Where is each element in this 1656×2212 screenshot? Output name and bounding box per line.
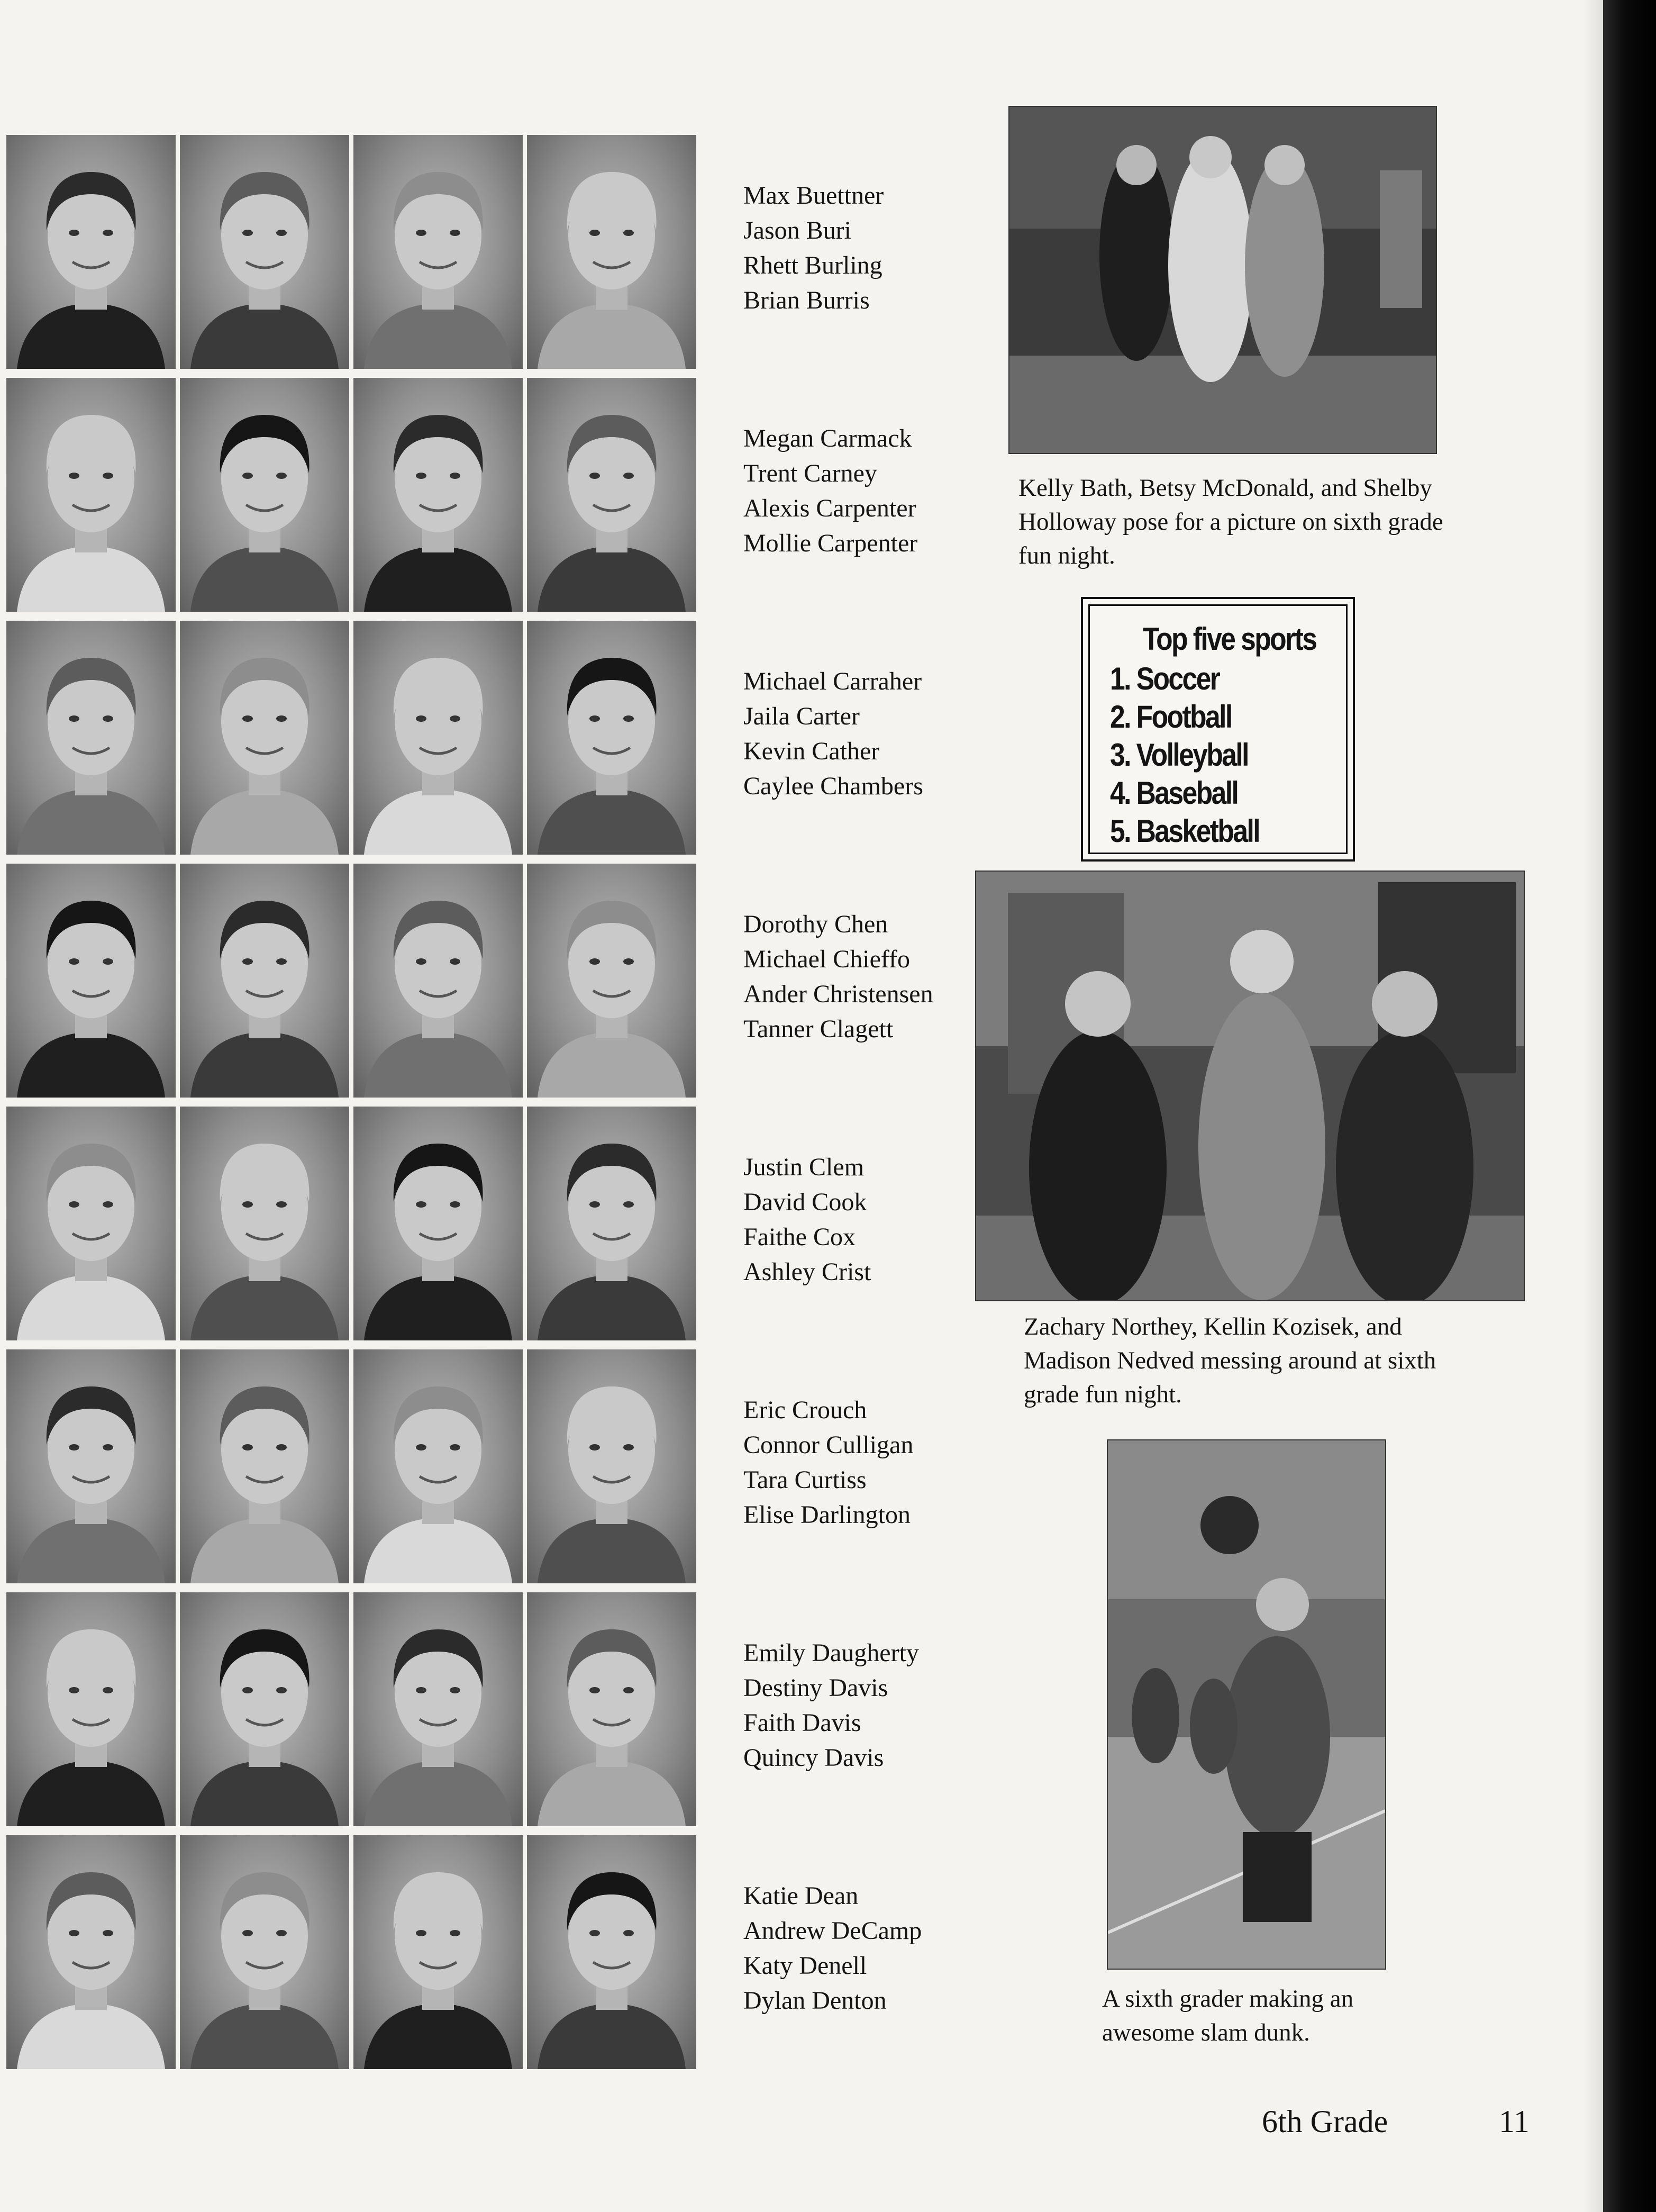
- top-sports-item: 2. Football: [1110, 699, 1232, 735]
- student-portrait: [180, 1835, 349, 2069]
- portrait-image: [180, 1592, 349, 1826]
- top-sports-box: [1081, 597, 1355, 862]
- portrait-image: [180, 378, 349, 612]
- student-portrait: [527, 621, 696, 855]
- portrait-image: [353, 135, 523, 369]
- portrait-image: [353, 621, 523, 855]
- photo-fun-night-girls: [1008, 106, 1437, 454]
- student-name: Justin Clem: [743, 1153, 865, 1181]
- student-name: Faithe Cox: [743, 1223, 856, 1251]
- student-name: Rhett Burling: [743, 251, 882, 279]
- student-portrait: [527, 864, 696, 1098]
- portrait-image: [527, 135, 696, 369]
- name-list-row: [743, 1393, 913, 1533]
- student-name: Tara Curtiss: [743, 1466, 867, 1494]
- student-portrait: [6, 135, 176, 369]
- portrait-image: [353, 1592, 523, 1826]
- student-name: Jason Buri: [743, 216, 851, 244]
- top-sports-item: 4. Baseball: [1110, 775, 1238, 811]
- portrait-image: [6, 1835, 176, 2069]
- name-list-row: [743, 1879, 922, 2018]
- student-portrait: [527, 1835, 696, 2069]
- student-name: Dorothy Chen: [743, 910, 888, 938]
- student-name: Brian Burris: [743, 286, 870, 314]
- student-portrait: [6, 1592, 176, 1826]
- name-list-row: [743, 178, 884, 318]
- caption-slam-dunk: A sixth grader making an awesome slam dunk.: [1102, 1985, 1354, 2046]
- student-portrait: [180, 1107, 349, 1340]
- footer-section-label: 6th Grade: [1262, 2104, 1388, 2139]
- student-name: Alexis Carpenter: [743, 494, 916, 522]
- binding-spine: [1603, 0, 1656, 2212]
- photo-fun-night-trio: [975, 871, 1525, 1301]
- name-list-row: [743, 421, 917, 561]
- student-name: Max Buettner: [743, 182, 884, 210]
- student-name: Ashley Crist: [743, 1258, 871, 1286]
- top-sports-item: 1. Soccer: [1110, 661, 1220, 696]
- student-portrait: [527, 1592, 696, 1826]
- student-name: Kevin Cather: [743, 737, 880, 765]
- portrait-image: [353, 378, 523, 612]
- student-name: Connor Culligan: [743, 1431, 914, 1459]
- portrait-image: [6, 135, 176, 369]
- student-portrait: [180, 378, 349, 612]
- student-name: Katy Denell: [743, 1952, 867, 1980]
- student-portrait: [6, 378, 176, 612]
- portrait-image: [180, 864, 349, 1098]
- portrait-image: [180, 1349, 349, 1583]
- student-portrait: [180, 1349, 349, 1583]
- portrait-image: [6, 621, 176, 855]
- student-name: Jaila Carter: [743, 702, 860, 730]
- caption-fun-night-trio: Zachary Northey, Kellin Kozisek, and Madison Nedved messing around at sixth grade fun night.: [1024, 1313, 1436, 1408]
- page-edge-shadow: [1582, 0, 1603, 2212]
- top-sports-item: 5. Basketball: [1110, 813, 1259, 849]
- name-list-row: [743, 907, 933, 1047]
- student-name: Emily Daugherty: [743, 1639, 919, 1667]
- student-name: Ander Christensen: [743, 980, 933, 1008]
- student-name: Megan Carmack: [743, 424, 912, 452]
- portrait-image: [180, 621, 349, 855]
- student-name: Mollie Carpenter: [743, 529, 918, 557]
- student-name: Andrew DeCamp: [743, 1917, 922, 1945]
- portrait-image: [527, 378, 696, 612]
- portrait-image: [527, 864, 696, 1098]
- portrait-image: [180, 1107, 349, 1340]
- portrait-image: [6, 1107, 176, 1340]
- student-portrait: [353, 1592, 523, 1826]
- student-name: Michael Carraher: [743, 667, 922, 695]
- portrait-image: [180, 1835, 349, 2069]
- portrait-image: [6, 1349, 176, 1583]
- student-portrait: [353, 1107, 523, 1340]
- portrait-image: [180, 135, 349, 369]
- top-sports-title: Top five sports: [1143, 621, 1316, 657]
- student-name: Destiny Davis: [743, 1674, 888, 1702]
- portrait-image: [6, 864, 176, 1098]
- name-list-row: [743, 1636, 919, 1775]
- student-portrait: [180, 1592, 349, 1826]
- student-portrait: [6, 864, 176, 1098]
- student-name: Tanner Clagett: [743, 1015, 894, 1043]
- portrait-image: [353, 1107, 523, 1340]
- student-portrait: [180, 621, 349, 855]
- student-portrait: [527, 135, 696, 369]
- portrait-image: [6, 1592, 176, 1826]
- student-portrait: [527, 1107, 696, 1340]
- portrait-image: [527, 1835, 696, 2069]
- name-list-row: [743, 664, 923, 804]
- portrait-image: [527, 1107, 696, 1340]
- student-name: Trent Carney: [743, 459, 877, 487]
- student-name: Faith Davis: [743, 1709, 861, 1737]
- student-portrait: [180, 135, 349, 369]
- portrait-image: [527, 621, 696, 855]
- student-portrait: [353, 378, 523, 612]
- name-list-row: [743, 1150, 871, 1290]
- caption-fun-night-girls: Kelly Bath, Betsy McDonald, and Shelby Holloway pose for a picture on sixth grade fun night.: [1018, 474, 1443, 569]
- photo-slam-dunk: [1107, 1439, 1386, 1970]
- top-sports-list: [1110, 660, 1346, 850]
- portrait-image: [527, 1592, 696, 1826]
- photo-fun-night-trio-image: [976, 872, 1524, 1300]
- student-name: Elise Darlington: [743, 1501, 911, 1529]
- student-portrait: [353, 1349, 523, 1583]
- student-portrait: [6, 621, 176, 855]
- student-portrait: [6, 1835, 176, 2069]
- student-name: Quincy Davis: [743, 1744, 884, 1772]
- portrait-image: [6, 378, 176, 612]
- portrait-image: [353, 864, 523, 1098]
- student-portrait: [353, 1835, 523, 2069]
- portrait-image: [527, 1349, 696, 1583]
- portrait-image: [353, 1835, 523, 2069]
- student-portrait: [180, 864, 349, 1098]
- student-name: David Cook: [743, 1188, 867, 1216]
- student-portrait: [6, 1107, 176, 1340]
- student-portrait: [353, 135, 523, 369]
- student-name: Eric Crouch: [743, 1396, 867, 1424]
- photo-fun-night-girls-image: [1009, 107, 1436, 453]
- student-portrait: [527, 1349, 696, 1583]
- student-portrait: [353, 621, 523, 855]
- student-name: Dylan Denton: [743, 1987, 887, 2015]
- photo-slam-dunk-image: [1108, 1440, 1385, 1969]
- student-portrait: [353, 864, 523, 1098]
- student-portrait: [527, 378, 696, 612]
- student-name: Katie Dean: [743, 1882, 859, 1910]
- top-sports-inner: [1088, 604, 1348, 854]
- student-name: Caylee Chambers: [743, 772, 923, 800]
- footer-page-number: 11: [1499, 2104, 1530, 2139]
- student-name: Michael Chieffo: [743, 945, 911, 973]
- portrait-image: [353, 1349, 523, 1583]
- top-sports-item: 3. Volleyball: [1110, 737, 1248, 773]
- student-portrait: [6, 1349, 176, 1583]
